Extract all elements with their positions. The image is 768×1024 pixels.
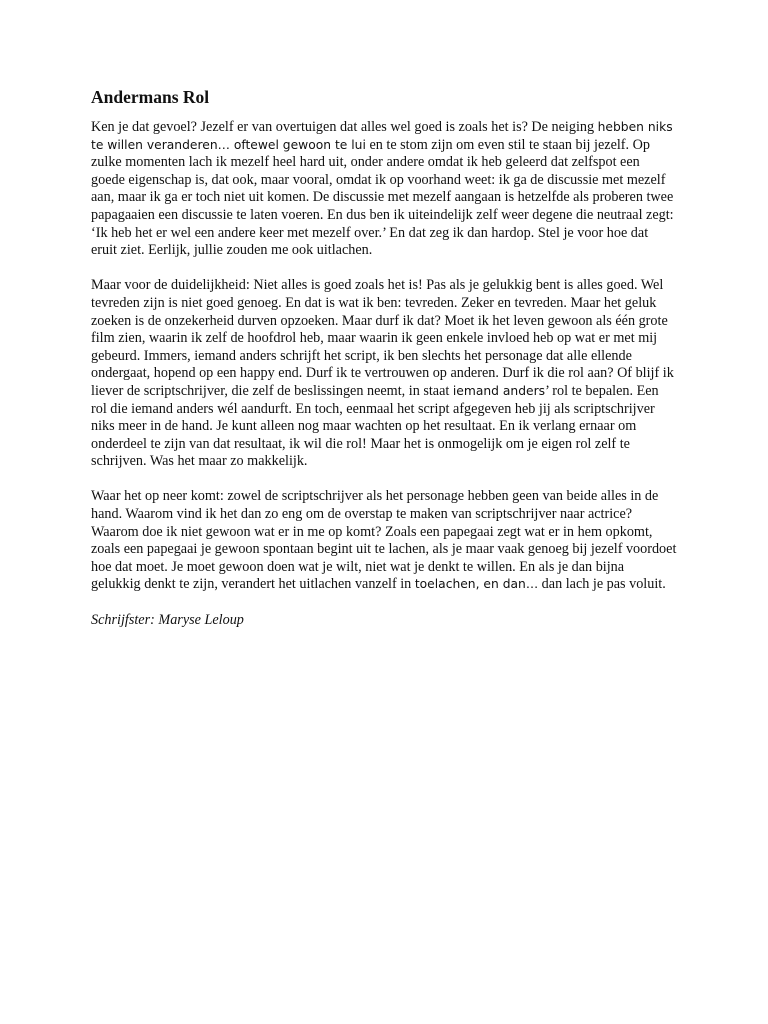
paragraph-2-text-b: iemand anders	[452, 383, 546, 398]
paragraph-1-text-c: en te stom zijn om even stil te staan bij jezelf. Op zulke momenten lach ik mezelf heel hard uit, onder andere omdat ik heb geleerd dat zelfspot een goede eigenschap is, dat ook, maar vooral, omdat ik op voorhand weet: ik ga de discussie met mezelf aan, maar ik ga er toch niet uit komen. De discussie met mezelf aangaan is hetzelfde als proberen twee papagaaien een discussie te laten voeren. En dus ben ik uiteindelijk zelf weer degene die neutraal zegt: ‘Ik heb het er wel een andere keer met mezelf over.’ En dat zeg ik dan hardop. Stel je voor hoe dat eruit ziet. Eerlijk, jullie zouden me ook uitlachen.	[91, 136, 674, 259]
paragraph-3	[91, 488, 677, 594]
paragraph-2	[91, 277, 677, 471]
paragraph-3-text-b: toelachen, en dan…	[414, 577, 539, 592]
paragraph-3-text-c: dan lach je pas voluit.	[538, 576, 666, 593]
author-signature: Schrijfster: Maryse Leloup	[91, 611, 244, 628]
paragraph-2-text-c: ’ rol te bepalen. Een rol die iemand anders wél aandurft. En toch, eenmaal het script afgegeven heb jij als scriptschrijver niks meer in de hand. Je kunt alleen nog maar wachten op het resultaat. En ik verlang ernaar om onderdeel te zijn van dat resultaat, ik wil die rol! Maar het is onmogelijk om je eigen rol zelf te schrijven. Was het maar zo makkelijk.	[91, 382, 659, 470]
paragraph-3-text-a: Waar het op neer komt: zowel de scriptschrijver als het personage hebben geen van beide alles in de hand. Waarom vind ik het dan zo eng om de overstap te maken van scriptschrijver naar actrice? Waarom doe ik niet gewoon wat er in me op komt? Zoals een papegaai zegt wat er in hem opkomt, zoals een papegaai je gewoon spontaan begint uit te lachen, als je maar vaak genoeg bij jezelf voordoet hoe dat moet. Je moet gewoon doen wat je wilt, niet wat je denkt te willen. En als je dan bijna gelukkig denkt te zijn, verandert het uitlachen vanzelf in	[91, 488, 677, 593]
paragraph-1-text-a: Ken je dat gevoel? Jezelf er van overtuigen dat alles wel goed is zoals het is? De neiging	[91, 119, 598, 135]
document-page	[91, 87, 677, 629]
document-title: Andermans Rol	[91, 87, 210, 107]
paragraph-1	[91, 119, 677, 260]
paragraph-1-text-b: hebben niks te willen veranderen… oftewel gewoon te lui	[91, 120, 673, 152]
paragraph-2-text-a: Maar voor de duidelijkheid: Niet alles is goed zoals het is! Pas als je gelukkig bent is alles goed. Wel tevreden zijn is niet goed genoeg. En dat is wat ik ben: tevreden. Zeker en tevreden. Maar het geluk zoeken is de onzekerheid durven opzoeken. Maar durf ik dat? Moet ik het leven gewoon als één grote film zien, waarin ik zelf de hoofdrol heb, maar waarin ik geen enkele invloed heb op wat er met mij gebeurd. Immers, iemand anders schrijft het script, ik ben slechts het personage dat alle ellende ondergaat, hopend op een happy end. Durf ik te vertrouwen op anderen. Durf ik die rol aan? Of blijf ik liever de scriptschrijver, die zelf de beslissingen neemt, in staat	[91, 277, 674, 399]
